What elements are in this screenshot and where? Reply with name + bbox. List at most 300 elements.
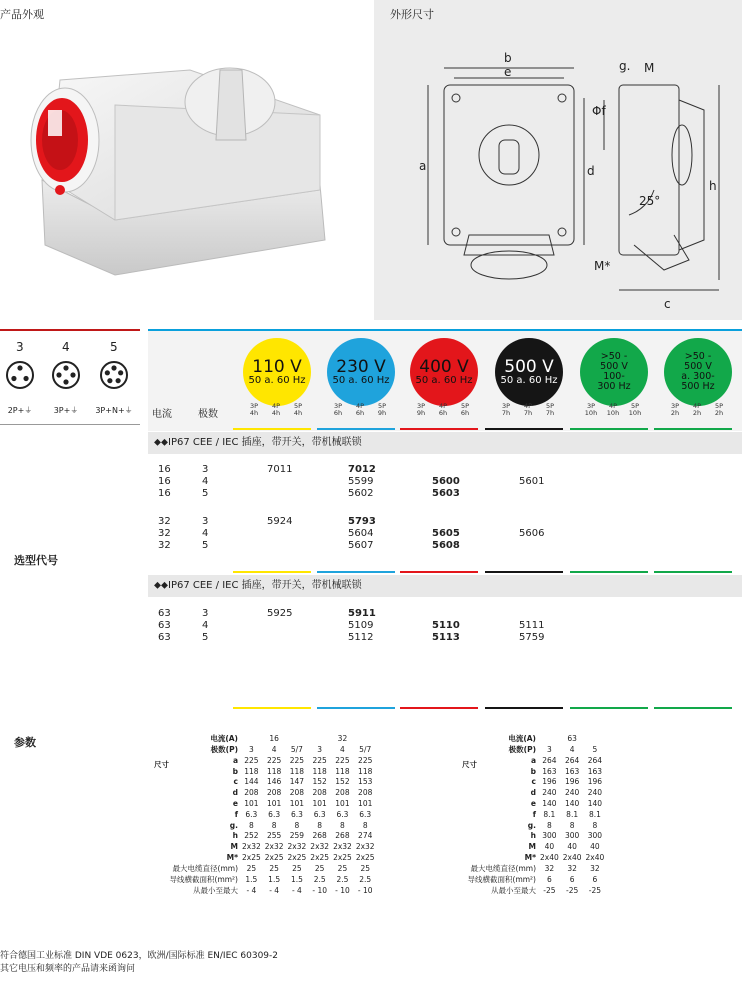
param-value: 2x25 [264, 853, 284, 863]
param-row [458, 841, 606, 852]
dim-label-angle: 25° [639, 194, 661, 208]
param-value: 4 [340, 745, 345, 754]
voltage-circle-line: 500 V [684, 361, 712, 373]
voltage-circle [327, 338, 395, 406]
param-value: 32 [590, 863, 600, 873]
param-value: 225 [289, 755, 305, 765]
dimension-panel [374, 0, 742, 320]
param-value: 268 [335, 831, 350, 841]
voltage-circle-line: 50 a. 60 Hz [248, 374, 306, 386]
param-value: 2x25 [287, 853, 307, 863]
pin-hour: 2h [670, 409, 680, 418]
param-value: 8 [317, 820, 323, 830]
param-value: 2x25 [333, 853, 352, 863]
param-value: 259 [289, 831, 305, 841]
pin-count: 5 [110, 340, 118, 354]
param-label: f [532, 809, 536, 819]
voltage-circle-line: >50 - [600, 351, 628, 363]
param-value: - 10 [357, 885, 373, 895]
param-value [538, 733, 561, 744]
cell-poles: 3 [202, 464, 209, 475]
param-value: 101 [335, 799, 350, 809]
param-value: 40 [544, 842, 555, 852]
param-value: 2.5 [359, 874, 372, 884]
param-row [458, 809, 606, 820]
pin-clock-label [412, 403, 430, 418]
cell-article-number: 5602 [348, 488, 374, 499]
pin-clock-label [456, 403, 474, 418]
param-label: d [530, 788, 536, 798]
param-value: 118 [289, 766, 305, 776]
pin-clock-label [541, 403, 559, 418]
param-value: 152 [312, 777, 327, 787]
param-value: 6.3 [245, 809, 258, 819]
pin-poles: 3P [501, 402, 511, 410]
param-value: 101 [289, 799, 305, 809]
param-label: 导线横截面积(mm²) [467, 874, 536, 884]
param-value: 8.1 [588, 809, 601, 819]
param-row [458, 820, 606, 831]
voltage-circle-line: 300 Hz [597, 380, 631, 392]
pin-clock-label [604, 403, 622, 418]
cell-article-number: 5793 [348, 516, 376, 527]
param-label: e [530, 799, 536, 809]
params-table [458, 733, 606, 896]
param-value: 101 [358, 799, 373, 809]
pin-hour: 10h [606, 409, 620, 418]
voltage-color-bar [570, 428, 648, 430]
pin-socket-icon [51, 360, 81, 390]
param-size-label: 尺寸 [154, 760, 169, 769]
param-row [458, 766, 606, 777]
voltage-color-bar [233, 428, 311, 430]
voltage-circle [410, 338, 478, 406]
pin-clock-label [688, 403, 706, 418]
cell-article-number: 5924 [267, 516, 293, 527]
param-header-current [150, 733, 377, 744]
param-value: 25 [314, 863, 325, 873]
param-value: 6 [569, 874, 575, 884]
param-value: 240 [564, 788, 580, 798]
dim-label-m: M [644, 61, 655, 75]
param-label: c [233, 777, 238, 787]
cell-article-number: 7012 [348, 464, 376, 475]
cell-article-number: 5111 [519, 620, 545, 631]
cell-article-number: 5608 [432, 540, 460, 551]
voltage-color-bar [317, 428, 395, 430]
param-label: 电流(A) [508, 734, 536, 743]
cell-current: 32 [158, 540, 171, 551]
pin-poles: 3P [416, 402, 426, 410]
param-value: - 4 [291, 885, 302, 895]
pin-poles: 4P [608, 402, 618, 410]
cell-current: 32 [158, 516, 171, 527]
voltage-circle-line: 50 a. 60 Hz [332, 374, 390, 386]
voltage-color-bar [654, 571, 732, 573]
cell-current: 16 [158, 476, 171, 487]
pin-poles: 5P [545, 402, 555, 410]
param-value: 8 [569, 820, 575, 830]
param-value: 101 [244, 799, 259, 809]
voltage-color-bar [233, 571, 311, 573]
cell-current: 63 [158, 632, 171, 643]
voltage-color-bar [654, 428, 732, 430]
param-value: - 4 [269, 885, 280, 895]
voltage-color-bar [570, 571, 648, 573]
pin-poles: 3P [333, 402, 343, 410]
param-value: - 4 [246, 885, 257, 895]
dim-label-f: Φf [592, 104, 606, 118]
param-label: g. [229, 820, 238, 830]
pin-clock-label [329, 403, 347, 418]
cell-current: 63 [158, 620, 171, 631]
footer-standard: 符合德国工业标准 DIN VDE 0623，欧洲/国际标准 EN/IEC 60309-2 [0, 951, 279, 961]
param-value [240, 733, 263, 744]
param-header-poles [150, 744, 377, 755]
param-value: 6 [592, 874, 598, 884]
pin-socket-icon [99, 360, 129, 390]
cell-poles: 5 [202, 632, 209, 643]
voltage-color-bar [485, 707, 563, 709]
param-value: 2x32 [355, 842, 375, 852]
pin-clock-label [245, 403, 263, 418]
param-value: 3 [248, 745, 254, 754]
param-value: 264 [564, 755, 580, 765]
voltage-circle-line: 50 a. 60 Hz [415, 374, 473, 386]
param-value: 196 [542, 777, 557, 787]
cell-article-number: 5601 [519, 476, 545, 487]
product-view-panel [0, 0, 374, 320]
cell-article-number: 7011 [267, 464, 293, 475]
voltage-circle-line: 230 V [336, 356, 386, 377]
pin-count: 3 [16, 340, 24, 354]
pin-poles: 4P [355, 402, 365, 410]
param-value: 2x25 [355, 853, 375, 863]
voltage-color-bar [400, 571, 478, 573]
param-row [150, 841, 377, 852]
voltage-circle-line: 500 Hz [681, 380, 715, 392]
pin-count: 4 [62, 340, 70, 354]
dim-label-h: h [709, 179, 717, 193]
param-value: 25 [292, 863, 302, 873]
param-value: 3 [546, 745, 552, 754]
pin-hour: 6h [460, 409, 470, 418]
param-label: b [232, 766, 238, 776]
pin-poles: 5P [460, 402, 470, 410]
param-label: 极数(P) [508, 745, 536, 754]
param-label: h [530, 831, 536, 841]
voltage-color-bar [317, 571, 395, 573]
param-row [458, 777, 606, 788]
param-value: 140 [587, 799, 603, 809]
pin-clock-label [582, 403, 600, 418]
param-label: 最大电缆直径(mm) [470, 863, 536, 873]
param-value: 40 [590, 842, 600, 852]
param-extra-row [150, 874, 377, 885]
cell-current: 32 [158, 528, 171, 539]
param-value: 8.1 [543, 809, 556, 819]
param-row [150, 766, 377, 777]
param-value: 240 [542, 788, 557, 798]
param-value: 8 [362, 820, 368, 830]
cell-poles: 4 [202, 476, 209, 487]
pin-poles: 4P [438, 402, 448, 410]
section-band-1: ⬥⬥IP67 CEE / IEC 插座，带开关，带机械联锁 [148, 432, 742, 454]
pin-clock-label [519, 403, 537, 418]
param-value: - 10 [312, 885, 327, 895]
voltage-circle-line: >50 - [684, 351, 712, 363]
voltage-color-bar [317, 707, 395, 709]
param-value: 6.3 [336, 809, 349, 819]
param-value: 225 [358, 755, 373, 765]
param-value: 140 [564, 799, 580, 809]
voltage-circle-line: a. 300- [681, 371, 715, 382]
param-extra-row [150, 863, 377, 874]
param-value: 25 [360, 863, 370, 873]
params-table-right [458, 733, 606, 896]
param-size-label: 尺寸 [462, 760, 477, 769]
pin-hour: 6h [355, 409, 365, 418]
pin-clock-label [497, 403, 515, 418]
param-value: 225 [266, 755, 282, 765]
param-label: a [530, 755, 536, 765]
pin-poles: 4P [692, 402, 702, 410]
param-value: 118 [312, 766, 327, 776]
dimension-title: 外形尺寸 [390, 8, 434, 21]
param-label: 极数(P) [210, 745, 238, 754]
pin-poles: 3P [586, 402, 596, 410]
param-row [150, 852, 377, 863]
param-value: 6.3 [268, 809, 281, 819]
param-label: d [232, 788, 238, 798]
cell-article-number: 5603 [432, 488, 460, 499]
voltage-circle [580, 338, 648, 406]
pin-poles: 5P [377, 402, 387, 410]
param-extra-row [458, 863, 606, 874]
voltage-circle-line: 500 V [504, 356, 554, 377]
param-value: 3 [317, 745, 323, 754]
pin-hour: 6h [333, 409, 343, 418]
cell-poles: 5 [202, 488, 209, 499]
param-label: b [530, 766, 536, 776]
param-value: 264 [587, 755, 603, 765]
param-value: 6.3 [313, 809, 326, 819]
param-extra-row [458, 885, 606, 896]
footer-inquiry: 其它电压和频率的产品请来函询问 [0, 964, 136, 974]
param-value: 2.5 [313, 874, 326, 884]
pin-poles: 4P [523, 402, 533, 410]
cell-article-number: 5112 [348, 632, 374, 643]
dim-label-e: e [504, 65, 512, 79]
param-value: 147 [289, 777, 305, 787]
cell-article-number: 5759 [519, 632, 545, 643]
param-value: 32 [544, 863, 555, 873]
cell-article-number: 5605 [432, 528, 460, 539]
pin-config-label: 3P+⏚ [53, 406, 79, 415]
param-value: 16 [269, 734, 279, 743]
col-header-poles: 极数 [198, 409, 218, 420]
param-value: 152 [335, 777, 350, 787]
param-row [458, 798, 606, 809]
param-value: 163 [564, 766, 580, 776]
param-value: 25 [246, 863, 257, 873]
param-value: 1.5 [290, 874, 303, 884]
param-row [150, 787, 377, 798]
param-value: 32 [567, 863, 577, 873]
param-value: 208 [289, 788, 305, 798]
cell-poles: 4 [202, 620, 209, 631]
pin-hour: 2h [692, 409, 702, 418]
param-value: 252 [244, 831, 259, 841]
dim-label-g: g. [619, 59, 631, 73]
param-label: M* [524, 853, 536, 863]
param-value: - 10 [335, 885, 350, 895]
param-row [150, 831, 377, 842]
pin-clock-label [710, 403, 728, 418]
voltage-color-bar [485, 571, 563, 573]
param-value: 240 [587, 788, 603, 798]
pin-poles: 5P [714, 402, 724, 410]
param-value: 101 [312, 799, 327, 809]
pin-hour: 9h [377, 409, 387, 418]
param-value [354, 733, 377, 744]
param-value: 196 [587, 777, 603, 787]
param-value: 118 [335, 766, 350, 776]
voltage-circle-line: 110 V [252, 356, 302, 377]
cell-article-number: 5113 [432, 632, 460, 643]
param-label: M [230, 842, 238, 852]
param-value: 118 [266, 766, 282, 776]
dim-label-a: a [419, 159, 427, 173]
voltage-circle-line: 50 a. 60 Hz [500, 374, 558, 386]
pin-hour: 6h [438, 409, 448, 418]
param-label: e [232, 799, 238, 809]
param-value: 25 [269, 863, 279, 873]
param-label: 导线横截面积(mm²) [169, 874, 238, 884]
pin-poles: 5P [630, 402, 640, 410]
params-table-left [150, 733, 377, 896]
voltage-circle-line: 100- [603, 371, 625, 382]
param-value: 2x40 [540, 853, 559, 863]
param-value: -25 [543, 885, 556, 895]
param-value: 163 [542, 766, 557, 776]
param-value: 208 [244, 788, 259, 798]
pin-poles: 5P [293, 402, 303, 410]
param-label: g. [527, 820, 536, 830]
param-value: 101 [266, 799, 282, 809]
section-band-2: ⬥⬥IP67 CEE / IEC 插座，带开关，带机械联锁 [148, 575, 742, 597]
param-value: 208 [358, 788, 373, 798]
pin-hour: 10h [584, 409, 598, 418]
pin-hour: 7h [501, 409, 511, 418]
pin-hour: 4h [271, 409, 281, 418]
voltage-circle-line: 500 V [600, 361, 628, 373]
voltage-color-bar [233, 707, 311, 709]
param-value: 8 [546, 820, 552, 830]
param-value: 6.3 [290, 809, 303, 819]
param-value: 40 [567, 842, 577, 852]
param-value: 2x32 [264, 842, 284, 852]
param-value: 4 [271, 745, 277, 754]
param-label: c [531, 777, 536, 787]
params-title: 参数 [14, 736, 36, 749]
param-value: 140 [542, 799, 557, 809]
cell-article-number: 5600 [432, 476, 460, 487]
voltage-circle [495, 338, 563, 406]
pin-hour: 10h [628, 409, 642, 418]
pin-hour: 9h [416, 409, 426, 418]
left-divider [0, 329, 140, 331]
param-label: f [234, 809, 238, 819]
param-row [458, 852, 606, 863]
param-label: 从最小至最大 [491, 885, 536, 895]
pin-hour: 4h [249, 409, 259, 418]
pin-hour: 7h [545, 409, 555, 418]
param-label: 最大电缆直径(mm) [172, 863, 238, 873]
param-value: 8 [248, 820, 254, 830]
param-value: 5/7 [290, 745, 303, 754]
pin-clock-label [289, 403, 307, 418]
param-extra-row [458, 874, 606, 885]
voltage-color-bar [400, 707, 478, 709]
param-value: 1.5 [245, 874, 258, 884]
param-value: 118 [358, 766, 373, 776]
cell-current: 16 [158, 464, 171, 475]
param-value: 255 [266, 831, 282, 841]
param-value: 225 [335, 755, 350, 765]
dim-label-b: b [504, 51, 512, 65]
param-value: 208 [335, 788, 350, 798]
param-label: a [232, 755, 238, 765]
param-value: 163 [587, 766, 603, 776]
cell-article-number: 5925 [267, 608, 293, 619]
param-value: 300 [564, 831, 580, 841]
param-value: -25 [566, 885, 579, 895]
cell-article-number: 5604 [348, 528, 374, 539]
dim-label-d: d [587, 164, 595, 178]
param-value: 8 [294, 820, 300, 830]
param-value: 2x40 [562, 853, 582, 863]
cell-article-number: 5109 [348, 620, 374, 631]
param-row [150, 755, 377, 766]
param-row [150, 809, 377, 820]
cell-current: 63 [158, 608, 171, 619]
param-value: 25 [337, 863, 348, 873]
voltage-color-bar [400, 428, 478, 430]
cell-current: 16 [158, 488, 171, 499]
pin-config-label: 2P+⏚ [7, 406, 33, 415]
pin-hour: 2h [714, 409, 724, 418]
param-value: 225 [312, 755, 327, 765]
product-view-title: 产品外观 [0, 8, 44, 21]
footer-notes [0, 950, 278, 976]
param-value: 2.5 [336, 874, 349, 884]
param-label: 从最小至最大 [193, 885, 238, 895]
param-row [458, 787, 606, 798]
param-label: 电流(A) [210, 734, 238, 743]
param-row [150, 777, 377, 788]
col-header-current: 电流 [152, 409, 172, 420]
param-value: 4 [569, 745, 575, 754]
voltage-color-bar [570, 707, 648, 709]
cell-poles: 3 [202, 608, 209, 619]
param-value: 300 [587, 831, 603, 841]
pin-poles: 3P [249, 402, 259, 410]
param-value: 8.1 [566, 809, 579, 819]
param-value: 6 [546, 874, 552, 884]
voltage-color-bar [485, 428, 563, 430]
cell-article-number: 5110 [432, 620, 460, 631]
